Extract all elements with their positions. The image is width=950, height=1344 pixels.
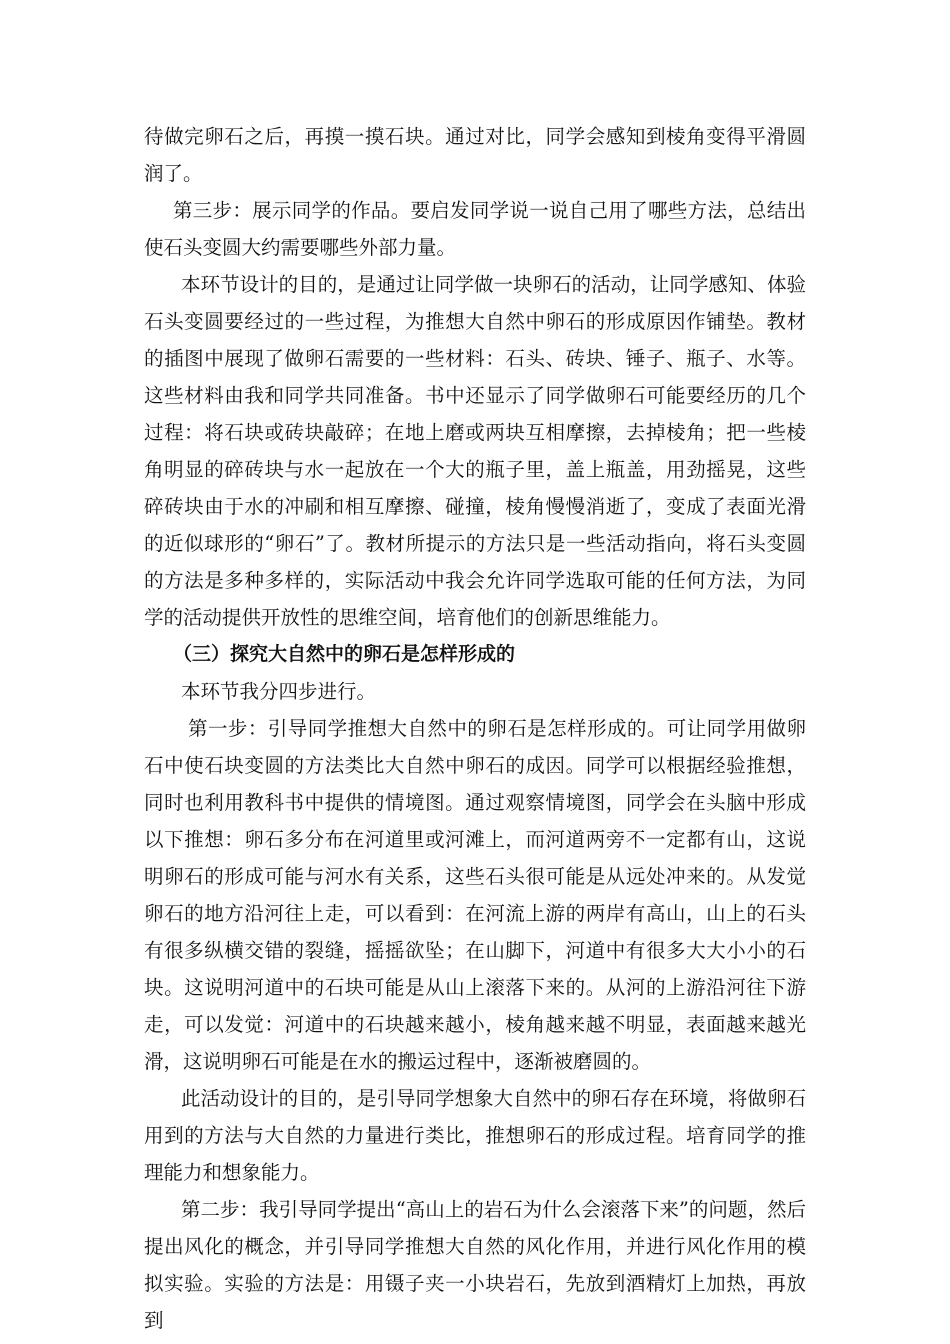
paragraph-step-three: 第三步：展示同学的作品。要启发同学说一说自己用了哪些方法，总结出使石头变圆大约需要哪些外部力量。 xyxy=(144,199,806,259)
section-heading: （三）探究大自然中的卵石是怎样形成的 xyxy=(173,643,516,665)
paragraph-step-two: 第二步：我引导同学提出“高山上的岩石为什么会滚落下来”的问题，然后提出风化的概念，并引导同学推想大自然的风化作用，并进行风化作用的模拟实验。实验的方法是：用镊子夹一小块岩石，先放到酒精灯上加热，再放到 xyxy=(144,1198,806,1332)
document-page xyxy=(144,118,806,1339)
paragraph-design-purpose: 本环节设计的目的，是通过让同学做一块卵石的活动，让同学感知、体验石头变圆要经过的一些过程，为推想大自然中卵石的形成原因作铺垫。教材的插图中展现了做卵石需要的一些材料：石头、砖块、锤子、瓶子、水等。这些材料由我和同学共同准备。书中还显示了同学做卵石可能要经历的几个过程：将石块或砖块敲碎；在地上磨或两块互相摩擦，去掉棱角；把一些棱角明显的碎砖块与水一起放在一个大的瓶子里，盖上瓶盖，用劲摇晃，这些碎砖块由于水的冲刷和相互摩擦、碰撞，棱角慢慢消逝了，变成了表面光滑的近似球形的“卵石”了。教材所提示的方法只是一些活动指向，将石头变圆的方法是多种多样的，实际活动中我会允许同学选取可能的任何方法，为同学的活动提供开放性的思维空间，培育他们的创新思维能力。 xyxy=(144,273,806,629)
paragraph-activity-purpose: 此活动设计的目的，是引导同学想象大自然中的卵石存在环境，将做卵石用到的方法与大自然的力量进行类比，推想卵石的形成过程。培育同学的推理能力和想象能力。 xyxy=(144,1087,806,1184)
paragraph-step-one: 第一步：引导同学推想大自然中的卵石是怎样形成的。可让同学用做卵石中使石块变圆的方法类比大自然中卵石的成因。同学可以根据经验推想，同时也利用教科书中提供的情境图。通过观察情境图，同学会在头脑中形成以下推想：卵石多分布在河道里或河滩上，而河道两旁不一定都有山，这说明卵石的形成可能与河水有关系，这些石头很可能是从远处冲来的。从发觉卵石的地方沿河往上走，可以看到：在河流上游的两岸有高山，山上的石头有很多纵横交错的裂缝，摇摇欲坠；在山脚下，河道中有很多大大小小的石块。这说明河道中的石块可能是从山上滚落下来的。从河的上游沿河往下游走，可以发觉：河道中的石块越来越小，棱角越来越不明显，表面越来越光滑，这说明卵石可能是在水的搬运过程中，逐渐被磨圆的。 xyxy=(144,717,806,1073)
paragraph-four-steps: 本环节我分四步进行。 xyxy=(181,680,377,703)
paragraph-continuation: 待做完卵石之后，再摸一摸石块。通过对比，同学会感知到棱角变得平滑圆润了。 xyxy=(144,125,806,185)
